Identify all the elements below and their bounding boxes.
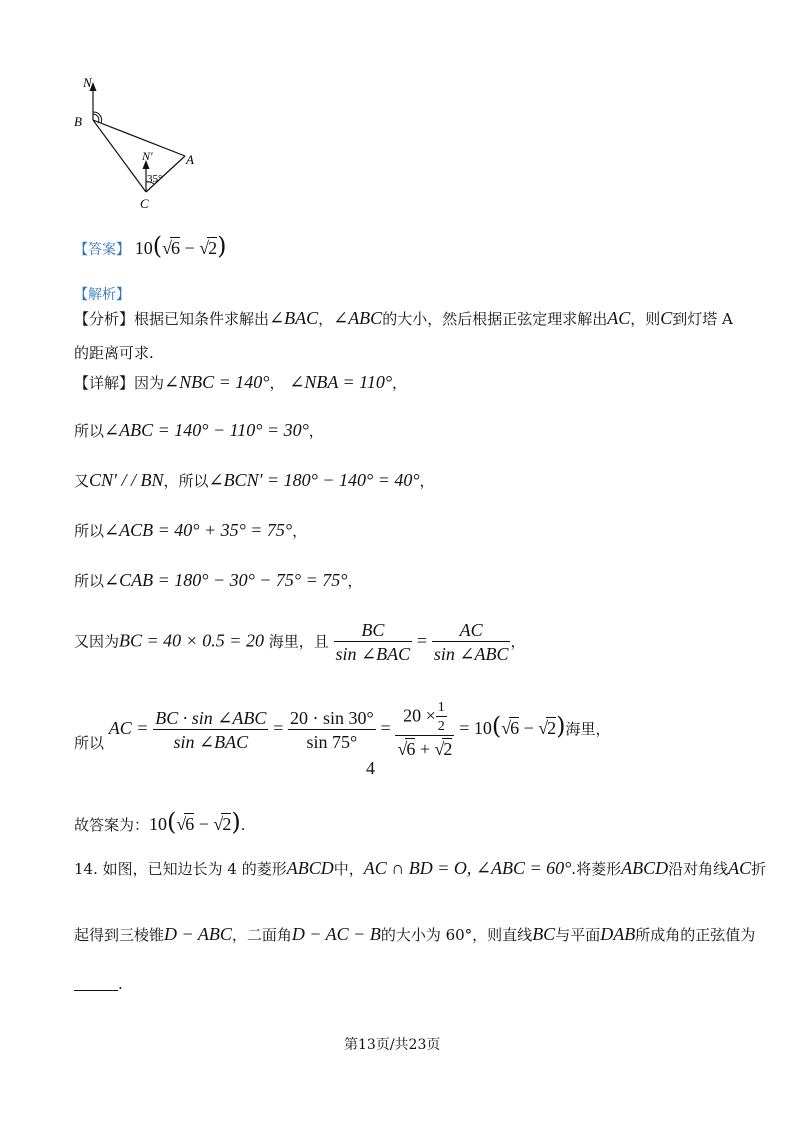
analysis-line2: 的距离可求. <box>74 344 154 362</box>
answer-blank[interactable] <box>74 990 118 991</box>
final-answer: 故答案为：10(√6 − √2). <box>74 808 246 836</box>
detail-line5: 所以∠CAB = 180° − 30° − 75° = 75°， <box>74 570 363 590</box>
detail-four: 4 <box>366 758 375 778</box>
label-A: A <box>186 152 194 167</box>
q14-line1: 14. 如图，已知边长为 4 的菱形ABCD中，AC ∩ BD = O, ∠ABC = 60°.将菱形ABCD沿对角线AC折 <box>74 858 767 878</box>
label-Nprime: N′ <box>142 149 153 163</box>
triangle-figure <box>70 76 210 212</box>
analysis-line1: 【分析】根据已知条件求解出∠BAC，∠ABC的大小，然后根据正弦定理求解出AC，则C到灯塔 A <box>74 308 733 328</box>
answer-tag: 【答案】 <box>74 242 130 258</box>
q14-line2: 起得到三棱锥D − ABC，二面角D − AC − B的大小为 60°，则直线BC与平面DAB所成角的正弦值为 <box>74 924 756 944</box>
q14-line3: . <box>118 975 123 993</box>
label-B: B <box>74 114 82 129</box>
detail-line6: 又因为BC = 40 × 0.5 = 20 海里，且 $\frac{BC}{\text{sin ∠BAC}}$ = $\frac{AC}{\text{sin ∠ABC}}$ ， <box>74 620 526 664</box>
label-angle: 35° <box>147 173 163 185</box>
detail-line3: 又CN′ / / BN，所以∠BCN′ = 180° − 140° = 40°， <box>74 470 435 490</box>
page-footer: 第13页/共23页 <box>344 1037 441 1053</box>
detail-line4: 所以∠ACB = 40° + 35° = 75°， <box>74 520 308 540</box>
detail-line2: 所以∠ABC = 140° − 110° = 30°， <box>74 420 324 440</box>
label-C: C <box>140 196 149 211</box>
detail-line1: 【详解】因为∠NBC = 140°， ∠NBA = 110°， <box>74 372 408 392</box>
analysis-tag: 【解析】 <box>74 287 130 303</box>
detail-line7: 所以 AC = $\frac{\text{BC · sin ∠ABC}}{\text{sin ∠BAC}}$ = $\frac{20 \cdot \sin 30^\circ}{\sin 75^\circ}$ = 20 × $\frac{1}{2}$ √6 + √2 = 10(√6 − √2)海里， <box>74 700 611 759</box>
answer-line: 【答案】 10(√6 − √2) <box>74 232 227 260</box>
label-N: N <box>83 76 92 90</box>
